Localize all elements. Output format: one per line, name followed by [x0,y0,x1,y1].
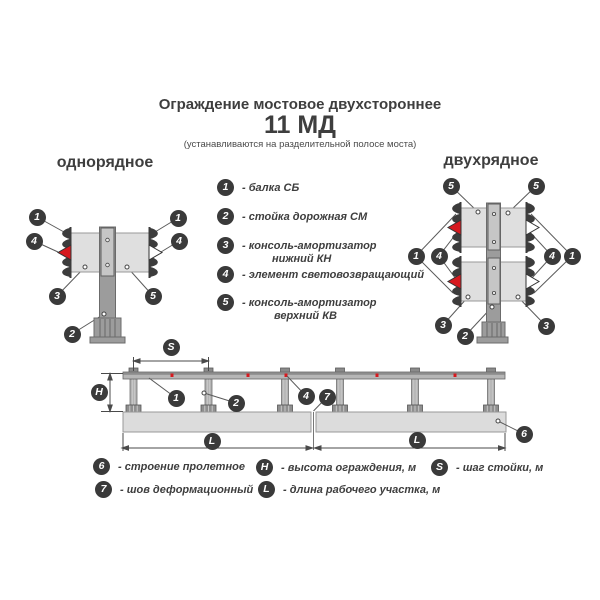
reflector-white [149,245,162,260]
legend-label: - элемент световозвращающий [242,268,425,281]
callout-4-badge: 4 [544,248,561,265]
legend-item [256,459,416,476]
deck-slab-left [123,412,311,432]
callout-1-badge: 1 [408,248,425,265]
legend-item [217,179,299,196]
legend-label: - балка СБ [242,181,300,194]
legend-label: - консоль-амортизатор [242,239,377,252]
callout-4-badge: 4 [26,233,43,250]
single-base-plate [90,337,125,343]
callout-5-badge: 5 [443,178,460,195]
product-name: 11 МД [263,111,336,139]
callout-5-badge: 5 [145,288,162,305]
callout-3-badge: 3 [435,317,452,334]
legend-badge-5: 5 [217,294,234,311]
legend-label-line2: нижний КН [272,253,332,265]
legend-item [95,481,253,498]
dim-l-badge: L [409,432,426,449]
legend-badge-4: 4 [217,266,234,283]
page-title: Ограждение мостовое двухстороннее [158,96,442,113]
legend-label: - высота ограждения, м [281,461,417,474]
legend-item [258,481,440,498]
dim-s [134,357,209,371]
double-post-plate-lower [488,258,500,304]
single-post-base [94,318,121,338]
legend-label: - длина рабочего участка, м [283,483,441,496]
elevation-drawing [101,357,524,451]
single-post-plate [101,228,114,276]
legend-badge-l: L [258,481,275,498]
dim-h-badge: H [91,384,108,401]
legend-label: - стойка дорожная СМ [242,210,368,223]
legend-item [431,459,543,476]
callout-4-badge: 4 [171,233,188,250]
callout-2-badge: 2 [228,395,245,412]
callout-5-badge: 5 [528,178,545,195]
legend-label: - шаг стойки, м [456,461,544,474]
legend-badge-7: 7 [95,481,112,498]
legend-item [93,458,245,475]
double-row-label: двухрядное [443,152,539,169]
legend-badge-h: H [256,459,273,476]
legend-label: - консоль-амортизатор [242,296,377,309]
legend-badge-2: 2 [217,208,234,225]
double-base-plate [477,337,508,343]
callout-4-badge: 4 [431,248,448,265]
deck-slab-right [316,412,506,432]
callout-2-badge: 2 [457,328,474,345]
callout-1-badge: 1 [29,209,46,226]
callout-1-badge: 1 [168,390,185,407]
callout-7-badge: 7 [319,389,336,406]
legend-badge-1: 1 [217,179,234,196]
reflector-red [448,220,461,235]
reflector-red [58,245,71,260]
callout-3-badge: 3 [49,288,66,305]
reflector-white [526,274,539,289]
dim-l-badge: L [204,433,221,450]
legend-badge-s: S [431,459,448,476]
legend-badge-3: 3 [217,237,234,254]
legend-item [217,294,377,311]
reflector-white [526,220,539,235]
legend-item [217,208,367,225]
legend-label: - строение пролетное [118,460,245,473]
legend-label-line2: верхний КВ [274,310,337,322]
page-subtitle: (устанавливаются на разделительной полосе моста) [183,139,417,150]
callout-1-badge: 1 [564,248,581,265]
callout-3-badge: 3 [538,318,555,335]
legend-badge-6: 6 [93,458,110,475]
legend-item [217,266,424,283]
single-row-label: однорядное [56,154,154,171]
legend-item [217,237,377,254]
elevation-beam-top-edge [123,372,504,374]
callout-2-badge: 2 [64,326,81,343]
callout-6-badge: 6 [516,426,533,443]
single-row-drawing [34,217,179,343]
callout-4-badge: 4 [298,388,315,405]
callout-1-badge: 1 [170,210,187,227]
legend-label: - шов деформационный [120,483,254,496]
dim-s-badge: S [163,339,180,356]
